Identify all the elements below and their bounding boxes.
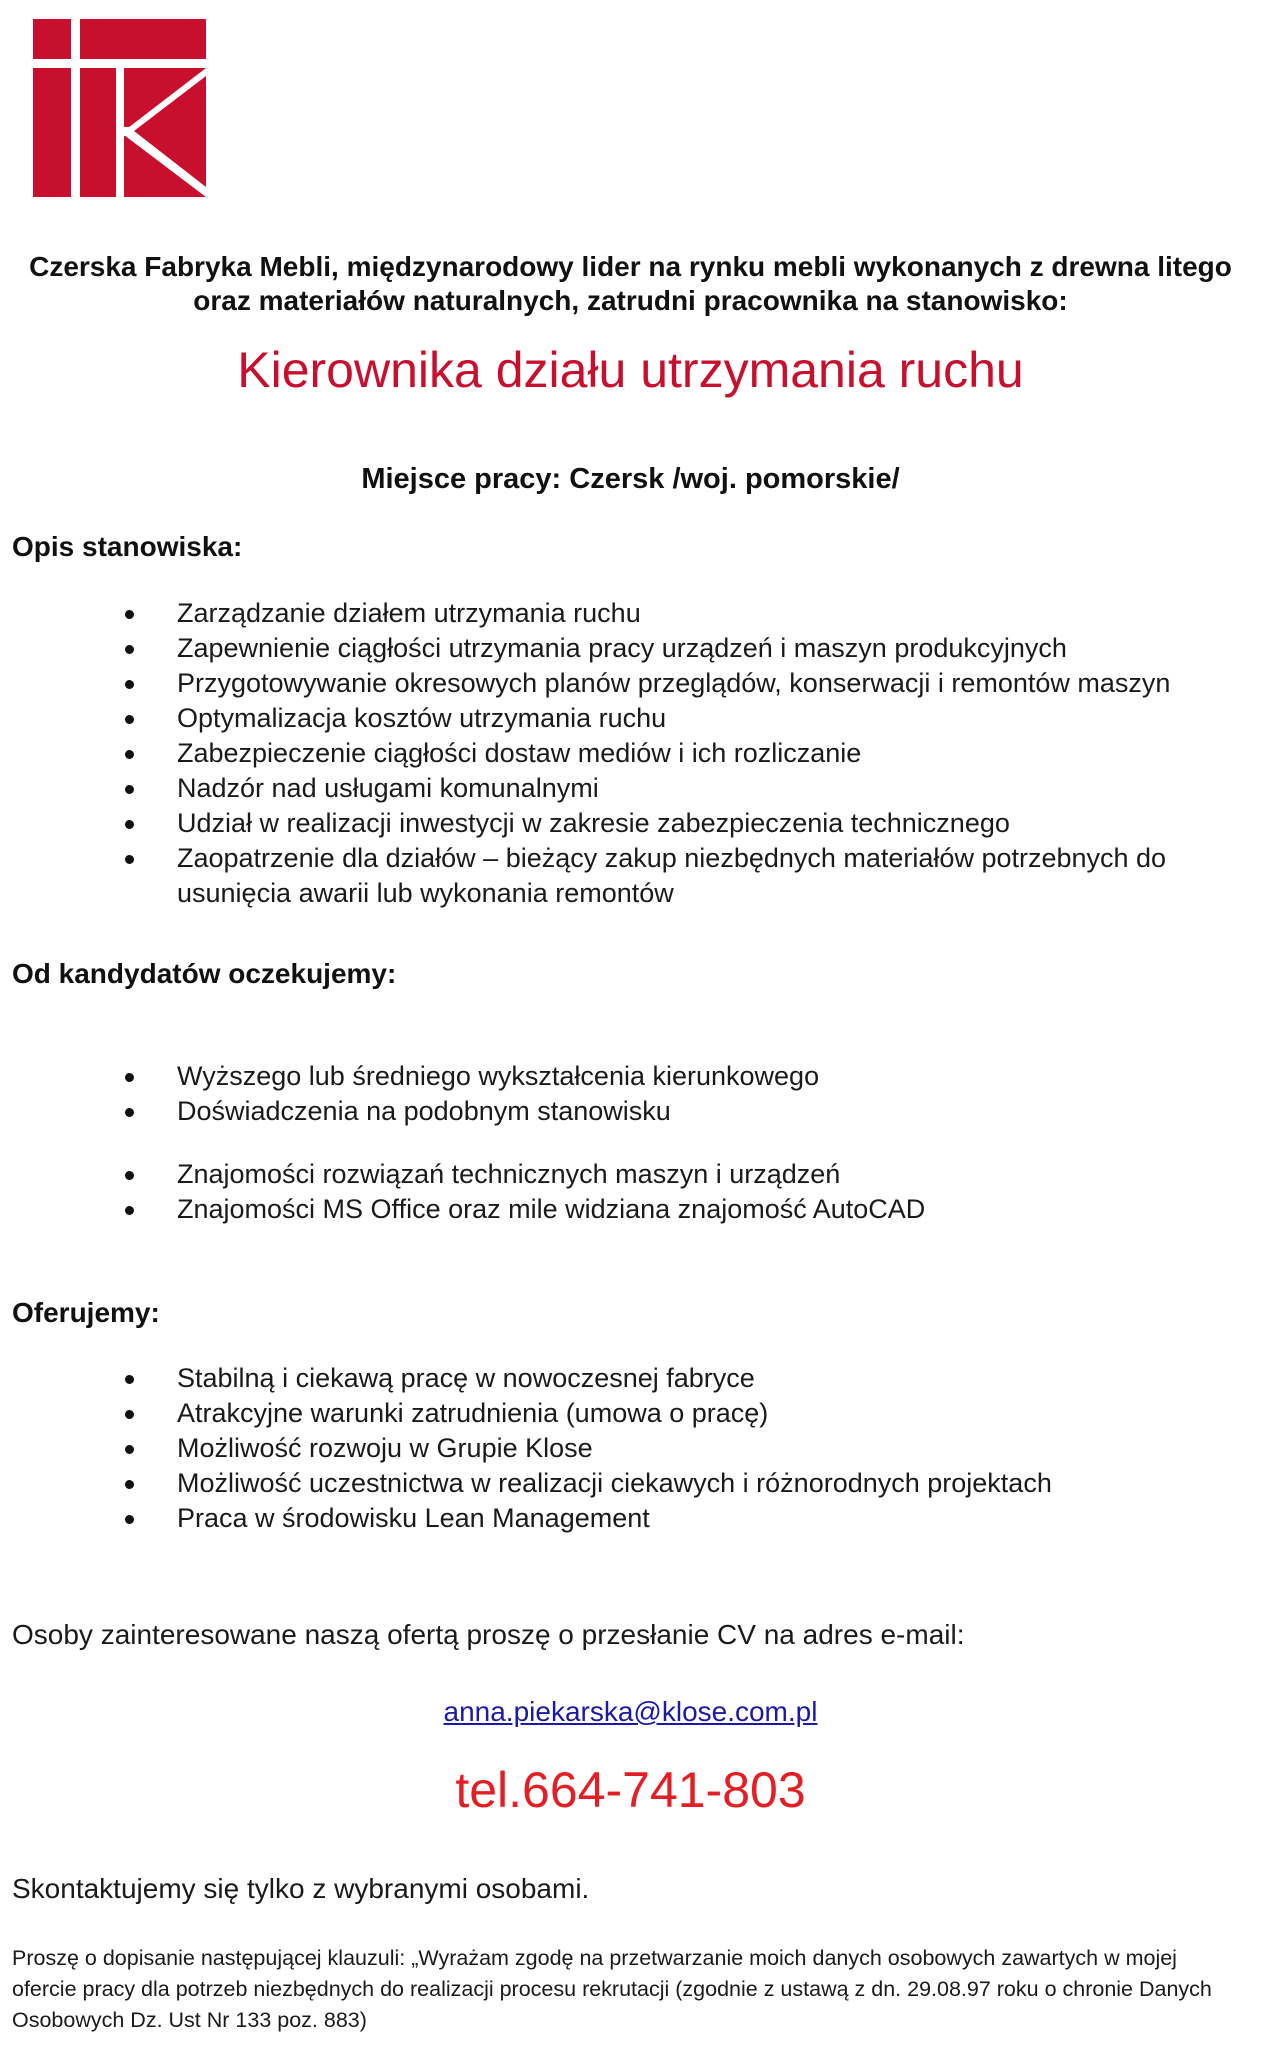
bullet-icon — [125, 1410, 134, 1419]
email-line — [0, 1695, 1261, 1729]
bullet-icon — [125, 785, 134, 794]
bullet-icon — [125, 1206, 134, 1215]
description-heading: Opis stanowiska: — [12, 531, 243, 562]
list-item: Udział w realizacji inwestycji w zakresie zabezpieczenia technicznego — [0, 806, 1261, 841]
intro-line-1: Czerska Fabryka Mebli, międzynarodowy lider na rynku mebli wykonanych z drewna litego — [29, 251, 1232, 282]
bullet-icon — [125, 855, 134, 864]
klose-logo-icon — [33, 19, 206, 197]
bullet-icon — [125, 1480, 134, 1489]
list-item: Optymalizacja kosztów utrzymania ruchu — [0, 701, 1261, 736]
bullet-icon — [125, 1375, 134, 1384]
list-item: Stabilną i ciekawą pracę w nowoczesnej fabryce — [0, 1361, 1261, 1396]
bullet-icon — [125, 820, 134, 829]
description-list — [0, 596, 1261, 911]
list-item: Zarządzanie działem utrzymania ruchu — [0, 596, 1261, 631]
contact-note: Skontaktujemy się tylko z wybranymi osobami. — [12, 1873, 590, 1904]
list-item: Zapewnienie ciągłości utrzymania pracy urządzeń i maszyn produkcyjnych — [0, 631, 1261, 666]
list-item: Doświadczenia na podobnym stanowisku — [0, 1094, 1261, 1129]
list-item: Atrakcyjne warunki zatrudnienia (umowa o pracę) — [0, 1396, 1261, 1431]
bullet-icon — [125, 680, 134, 689]
bullet-icon — [125, 1515, 134, 1524]
bullet-icon — [125, 715, 134, 724]
list-item: Nadzór nad usługami komunalnymi — [0, 771, 1261, 806]
bullet-icon — [125, 610, 134, 619]
list-item: Praca w środowisku Lean Management — [0, 1501, 1261, 1536]
requirements-list-continued — [0, 1157, 1261, 1227]
list-item: Możliwość rozwoju w Grupie Klose — [0, 1431, 1261, 1466]
offer-list — [0, 1361, 1261, 1536]
list-item: Znajomości MS Office oraz mile widziana znajomość AutoCAD — [0, 1192, 1261, 1227]
company-logo — [33, 19, 206, 197]
bullet-icon — [125, 645, 134, 654]
bullet-icon — [125, 750, 134, 759]
requirements-heading: Od kandydatów oczekujemy: — [12, 958, 397, 989]
list-item: Znajomości rozwiązań technicznych maszyn i urządzeń — [0, 1157, 1261, 1192]
consent-clause: Proszę o dopisanie następującej klauzuli: „Wyrażam zgodę na przetwarzanie moich danych osobowych zawartych w mojej ofercie pracy dla potrzeb niezbędnych do realizacji procesu rekrutacji (zgodnie z ustawą z dn. 29.08.97 roku o chronie Danych Osobowych Dz. Ust Nr 133 poz. 883) — [12, 1946, 1212, 2032]
intro-text — [0, 250, 1261, 318]
requirements-list — [0, 1059, 1261, 1129]
list-item: Przygotowywanie okresowych planów przeglądów, konserwacji i remontów maszyn — [0, 666, 1261, 701]
bullet-icon — [125, 1445, 134, 1454]
list-item: Zabezpieczenie ciągłości dostaw mediów i ich rozliczanie — [0, 736, 1261, 771]
work-location: Miejsce pracy: Czersk /woj. pomorskie/ — [361, 463, 900, 495]
list-item: Wyższego lub średniego wykształcenia kierunkowego — [0, 1059, 1261, 1094]
email-link[interactable]: anna.piekarska@klose.com.pl — [443, 1696, 818, 1727]
offer-heading: Oferujemy: — [12, 1297, 160, 1328]
list-item: Zaopatrzenie dla działów – bieżący zakup niezbędnych materiałów potrzebnych do usunięcia awarii lub wykonania remontów — [0, 841, 1261, 911]
contact-invite: Osoby zainteresowane naszą ofertą proszę o przesłanie CV na adres e-mail: — [12, 1619, 965, 1650]
bullet-icon — [125, 1171, 134, 1180]
job-title: Kierownika działu utrzymania ruchu — [237, 342, 1024, 398]
phone-number: tel.664-741-803 — [455, 1762, 806, 1818]
list-item: Możliwość uczestnictwa w realizacji ciekawych i różnorodnych projektach — [0, 1466, 1261, 1501]
bullet-icon — [125, 1073, 134, 1082]
intro-line-2: oraz materiałów naturalnych, zatrudni pracownika na stanowisko: — [193, 285, 1068, 316]
bullet-icon — [125, 1108, 134, 1117]
